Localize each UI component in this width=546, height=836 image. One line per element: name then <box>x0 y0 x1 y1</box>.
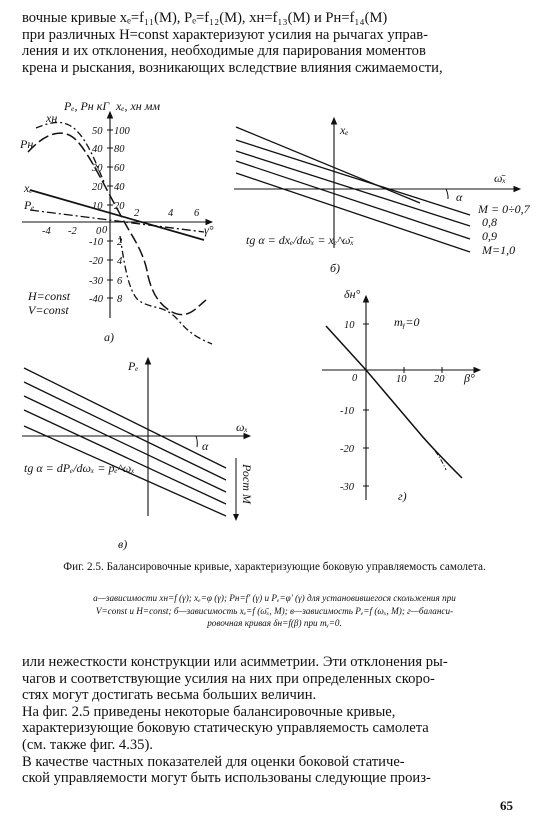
text-line: ления и их отклонения, необходимые для парирования моментов <box>22 43 426 60</box>
panel-a-right-tick: 6 <box>117 276 123 287</box>
panel-d-x-tick: 10 <box>396 374 407 385</box>
panel-a-right-tick: 20 <box>114 201 125 212</box>
legend-line: V=const и H=const; б—зависимость xₑ=f (ω̄ₓ, M); в—зависимость Pₑ=f (ωₓ, M); г—баланси- <box>95 605 454 616</box>
panel-a-x-tick: 2 <box>134 208 140 219</box>
panel-b-mach-label: 0,9 <box>482 229 497 243</box>
text-line: крена и рыскания, возникающих вследствие влияния сжимаемости, <box>22 59 443 76</box>
panel-a-right-tick: 4 <box>117 256 123 267</box>
panel-b-line <box>236 140 470 215</box>
panel-a-condition: V=const <box>28 303 69 317</box>
panel-a-left-tick: 50 <box>92 126 103 137</box>
panel-b-y-label: xₑ <box>340 123 349 137</box>
bottom-paragraph <box>22 654 527 787</box>
panel-a-left-tick: 30 <box>92 163 103 174</box>
panel-b-line <box>236 161 470 239</box>
panel-d-y-tick: 0 <box>352 373 358 384</box>
panel-d-x-tick: 20 <box>434 374 445 385</box>
panel-c-label: в) <box>118 537 128 551</box>
curve-pn <box>28 133 206 315</box>
panel-a-right-tick: 80 <box>114 144 125 155</box>
panel-a-x-tick: -4 <box>42 226 51 237</box>
panel-a-header-label: xₑ, xн мм <box>116 99 161 113</box>
panel-d <box>322 287 480 503</box>
panel-a-x-tick: 0 <box>96 226 102 237</box>
panel-a-curve-label: Pн <box>20 137 34 151</box>
panel-a-left-tick: -40 <box>89 294 103 305</box>
panel-a-x-tick: -2 <box>68 226 77 237</box>
text-line: при различных H=const характеризуют усилия на рычагах управ- <box>22 26 428 43</box>
legend-line: а—зависимости xн=f (γ); xₑ=φ (γ); Pн=f' (γ) и Pₑ=φ' (γ) для установившегося скольжения при <box>93 593 456 603</box>
panel-a-header-label: xн <box>46 111 58 125</box>
panel-d-x-label: β° <box>464 371 475 385</box>
panel-c <box>22 358 254 551</box>
curve-xe <box>30 190 204 240</box>
panel-a-x-axis-label: γ° <box>204 223 214 237</box>
panel-b-mach-label: M=1,0 <box>482 243 516 257</box>
panel-c-line <box>24 368 226 468</box>
panel-d-y-label: δн° <box>344 287 361 301</box>
panel-b-formula: tg α = dxₑ/dω̄ₓ = xₑ^ω̄ₓ <box>246 233 354 247</box>
panel-a-right-tick: 60 <box>114 163 125 174</box>
text-line: вочные кривые xₑ=f₁₁(M), Pₑ=f₁₂(M), xн=f₁₃(M) и Pн=f₁₄(M) <box>22 10 388 26</box>
panel-d-y-tick: -30 <box>340 482 354 493</box>
panel-b-mach-label: M = 0÷0,7 <box>478 202 530 216</box>
text-line: ской управляемости могут быть использованы следующие произ- <box>22 770 431 787</box>
panel-a-condition: H=const <box>28 289 71 303</box>
panel-c-formula: tg α = dPₑ/dωₓ = pₑ^ωₓ <box>24 461 135 475</box>
panel-d-label: г) <box>398 489 407 503</box>
panel-a-left-tick: 20 <box>92 182 103 193</box>
panel-c-line <box>24 396 226 492</box>
curve-xn-lower <box>120 236 212 344</box>
text-line: На фиг. 2.5 приведены некоторые балансировочные кривые, <box>22 703 396 720</box>
panel-d-y-tick: 10 <box>344 320 355 331</box>
panel-b <box>234 118 531 275</box>
text-line: характеризующие боковую статическую управляемость самолета <box>22 720 429 737</box>
panel-a-x-tick: 4 <box>168 208 174 219</box>
panel-c-line <box>24 410 226 504</box>
figure-caption: Фиг. 2.5. Балансировочные кривые, характеризующие боковую управляемость самолета. <box>63 561 486 573</box>
panel-c-growth-label: Рост M <box>240 464 254 504</box>
text-line: стях могут достигать весьма больших величин. <box>22 687 317 704</box>
panel-b-x-label: ω̄ₓ <box>494 171 506 185</box>
panel-a-label: а) <box>104 330 114 344</box>
panel-a-left-tick: -20 <box>89 256 103 267</box>
panel-a-left-tick: 40 <box>92 144 103 155</box>
panel-c-angle-label: α <box>202 439 209 453</box>
panel-a-left-tick: 10 <box>92 201 103 212</box>
panel-a-header-label: Pₑ, Pн кГ <box>64 99 110 113</box>
panel-c-x-label: ωₓ <box>236 420 248 434</box>
panel-a <box>19 99 214 344</box>
panel-d-y-tick: -20 <box>340 444 354 455</box>
panel-a-left-tick: -10 <box>89 237 103 248</box>
panel-d-condition: mᵧ=0 <box>394 315 420 329</box>
panel-a-x-tick: 6 <box>194 208 200 219</box>
panel-b-angle-label: α <box>456 190 463 204</box>
text-line: (см. также фиг. 4.35). <box>22 736 153 753</box>
curve-pe <box>30 210 204 232</box>
page-number: 65 <box>500 798 513 813</box>
panel-a-left-tick: 0 <box>102 225 108 236</box>
panel-a-curve-label: xₑ <box>24 181 33 195</box>
text-line: или нежесткости конструкции или асимметрии. Эти отклонения ры- <box>22 654 448 670</box>
panel-a-right-tick: 8 <box>117 294 123 305</box>
panel-b-mach-label: 0,8 <box>482 215 497 229</box>
text-line: В качестве частных показателей для оценки боковой статиче- <box>22 753 405 770</box>
panel-a-right-tick: 2 <box>117 237 123 248</box>
panel-a-right-tick: 100 <box>114 126 130 137</box>
panel-c-angle-arc <box>196 436 197 447</box>
panel-d-curve <box>326 326 462 478</box>
panel-a-curve-label: Pₑ <box>24 198 35 212</box>
panel-b-label: б) <box>330 261 341 275</box>
panel-a-right-tick: 40 <box>114 182 125 193</box>
legend-line: ровочная кривая δн=f(β) при mᵧ=0. <box>207 618 342 628</box>
figure-legend <box>22 592 527 630</box>
panel-d-y-tick: -10 <box>340 406 354 417</box>
panel-c-y-label: Pₑ <box>128 359 139 373</box>
panel-a-left-tick: -30 <box>89 276 103 287</box>
text-line: чагов и соответствующие усилия на них при определенных скоро- <box>22 670 435 687</box>
panel-b-angle-arc <box>446 189 448 199</box>
